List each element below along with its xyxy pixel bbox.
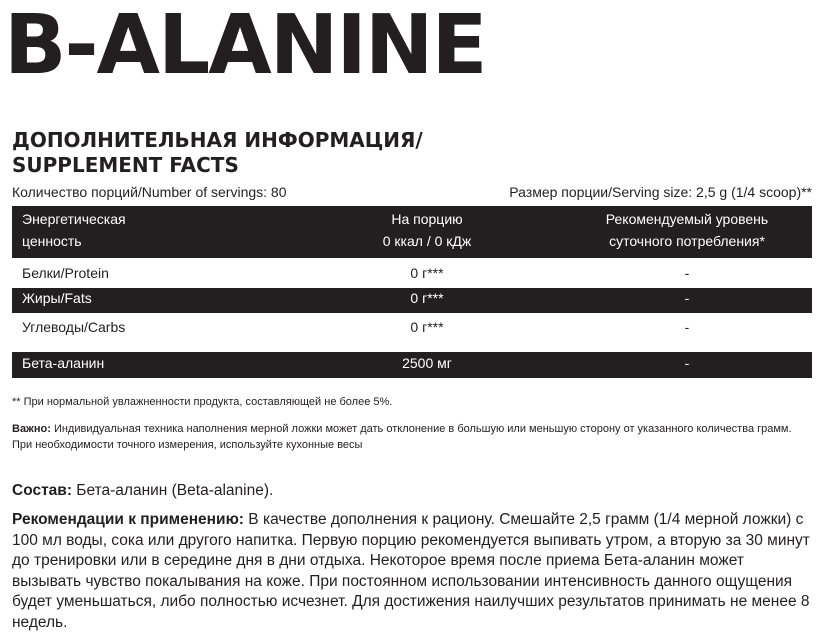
section-heading-line-1: ДОПОЛНИТЕЛЬНАЯ ИНФОРМАЦИЯ/ [12, 128, 423, 152]
composition-text: Бета-аланин (Beta-alanine). [76, 482, 274, 499]
row-per-serving: 2500 мг [402, 355, 452, 371]
servings-count: Количество порций/Number of servings: 80 [12, 184, 287, 200]
section-heading-line-2: SUPPLEMENT FACTS [12, 153, 239, 177]
table-row [12, 352, 812, 378]
row-name: Жиры/Fats [22, 290, 92, 306]
recommendations-label: Рекомендации к применению: [12, 511, 244, 528]
row-per-serving: 0 г*** [410, 319, 444, 335]
header-daily-cell [572, 208, 802, 252]
row-daily: - [684, 355, 690, 371]
row-name: Бета-аланин [22, 355, 105, 371]
row-name: Белки/Protein [22, 265, 109, 281]
servings-info [12, 184, 812, 200]
row-name: Углеводы/Carbs [22, 319, 126, 335]
table-row [12, 288, 812, 313]
important-label: Важно: [12, 423, 51, 435]
moisture-footnote: ** При нормальной увлажненности продукта, составляющей не более 5%. [12, 396, 393, 408]
row-daily: - [684, 319, 690, 335]
row-daily: - [684, 290, 690, 306]
recommendations-text: В качестве дополнения к рациону. Смешайте 2,5 грамм (1/4 мерной ложки) с 100 мл воды, сока или другого напитка. Первую порцию рекомендуется выпивать утром, а вторую за 30 минут до тренировки или в середине дня в дни отдыха. Некоторое время после приема Бета-аланин может вызывать чувство покалывания на коже. При постоянном использовании интенсивность данного ощущения будет уменьшаться, либо полностью исчезнет. Для достижения наилучших результатов принимать не менее 8 недель. [12, 511, 810, 631]
section-heading [12, 128, 423, 178]
composition-label: Состав: [12, 482, 72, 499]
header-per-serving-cell [302, 208, 552, 252]
usage-recommendations [12, 510, 812, 633]
composition [12, 481, 812, 502]
supplement-facts-table [12, 206, 812, 376]
product-title: B-ALANINE [4, 0, 486, 93]
header-energy-label: Энергетическая [22, 211, 126, 227]
header-energy-label-2: ценность [22, 233, 82, 249]
header-daily-label-2: суточного потребления* [609, 233, 765, 249]
table-row [12, 315, 812, 340]
row-daily: - [684, 265, 690, 281]
header-energy-value: 0 ккал / 0 кДж [382, 233, 472, 249]
header-daily-label: Рекомендуемый уровень [605, 211, 769, 227]
table-row [12, 263, 812, 288]
serving-size: Размер порции/Serving size: 2,5 g (1/4 scoop)** [509, 184, 812, 200]
header-energy-cell [22, 208, 126, 252]
row-per-serving: 0 г*** [410, 265, 444, 281]
important-text: Индивидуальная техника наполнения мерной ложки может дать отклонение в большую или меньшую сторону от указанного количества грамм. При необходимости точного измерения, используйте кухонные весы [12, 423, 792, 451]
header-per-serving-label: На порцию [391, 211, 463, 227]
table-header [12, 206, 812, 258]
row-per-serving: 0 г*** [410, 290, 444, 306]
important-note [12, 421, 802, 453]
